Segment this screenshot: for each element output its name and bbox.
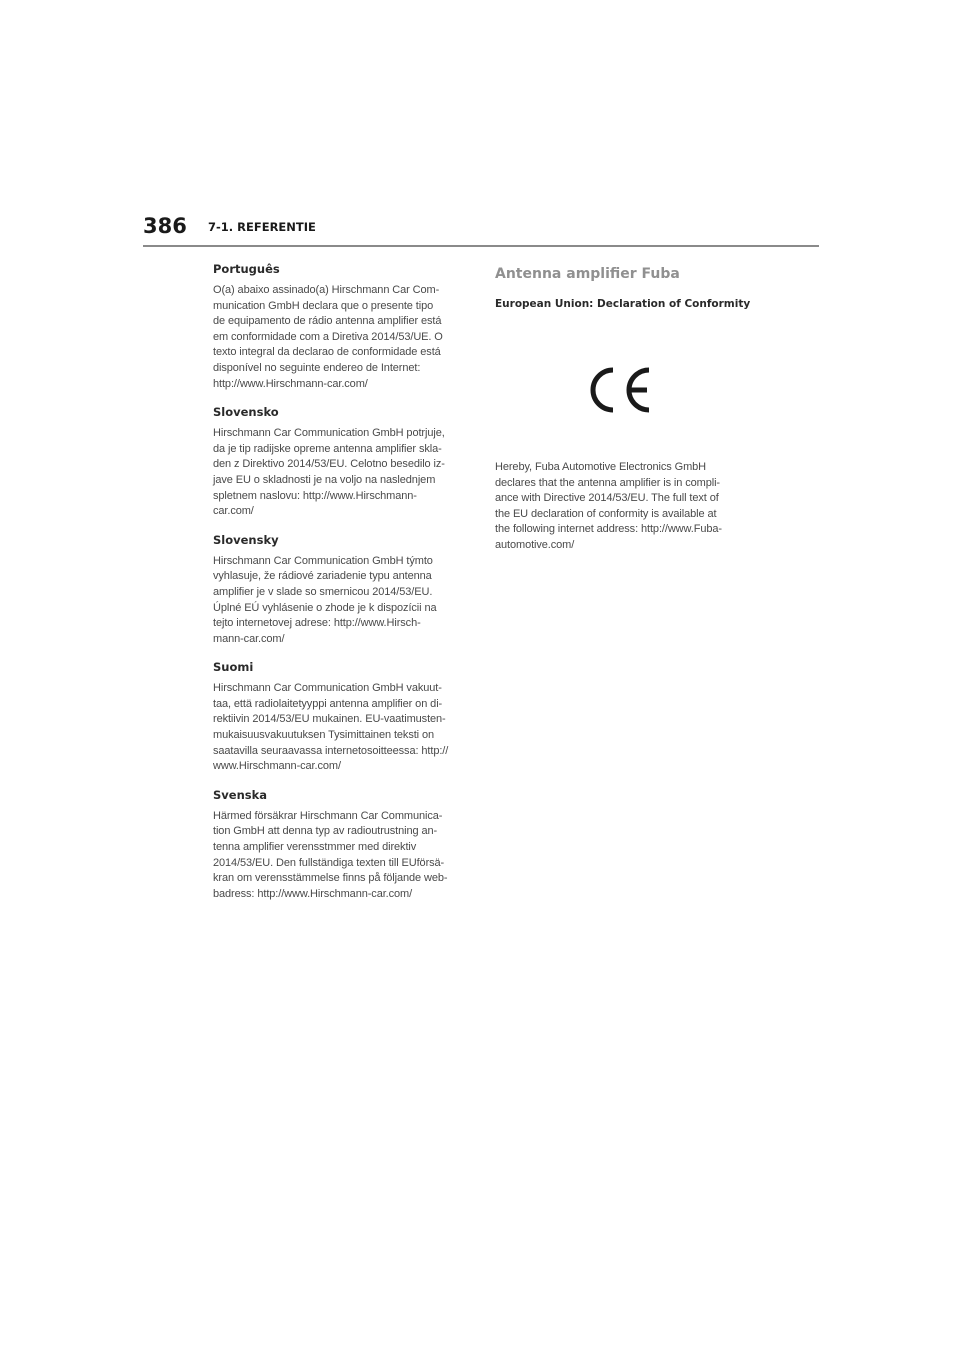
page-number: 386 bbox=[143, 214, 187, 238]
right-column bbox=[495, 262, 755, 551]
page-header bbox=[143, 214, 819, 248]
section-title: Slovensko bbox=[213, 405, 279, 420]
header-rule bbox=[143, 245, 819, 247]
section-body: Hirschmann Car Communication GmbH potrjuje, da je tip radijske opreme antenna amplifier skla- den z Direktivo 2014/53/EU. Celotno besedilo iz- jave EU o skladnosti je na voljo na naslednjem spletnem naslovu: http://www.Hirschmann- car.com/ bbox=[213, 427, 445, 518]
section-subheading: European Union: Declaration of Conformity bbox=[495, 298, 751, 310]
section-body: Hirschmann Car Communication GmbH týmto vyhlasuje, že rádiové zariadenie typu antenna amplifier je v slade so smernicou 2014/53/EU. Úplné EÚ vyhlásenie o zhode je k dispozícii na tejto internetovej adrese: http://www.Hirsch- mann-car.com/ bbox=[213, 554, 437, 645]
section-title: Svenska bbox=[213, 787, 268, 802]
section-heading: Antenna amplifier Fuba bbox=[495, 266, 680, 282]
section-body: O(a) abaixo assinado(a) Hirschmann Car Com- munication GmbH declara que o presente tipo de equipamento de rádio antenna amplifier está em conformidade com a Diretiva 2014/53/UE. O texto integral da declarao de conformidade está disponível no seguinte endereo de Internet: http://www.Hirschmann-car.com/ bbox=[213, 284, 443, 390]
section-slovensko bbox=[213, 405, 473, 520]
section-suomi bbox=[213, 660, 473, 775]
section-portugues bbox=[213, 262, 473, 392]
chapter-title: 7-1. REFERENTIE bbox=[208, 220, 316, 234]
section-svenska bbox=[213, 788, 473, 903]
section-title: Slovensky bbox=[213, 532, 279, 547]
ce-mark-icon bbox=[585, 365, 655, 415]
section-body: Härmed försäkrar Hirschmann Car Communica- tion GmbH att denna typ av radioutrustning an- tenna amplifier verensstmmer med direktiv 2014/53/EU. Den fullständiga texten till EUförsä- kran om verensstämmelse finns på följande web- badress: http://www.Hirschmann-car.com/ bbox=[213, 809, 448, 900]
declaration-text: Hereby, Fuba Automotive Electronics GmbH declares that the antenna amplifier is in compli- ance with Directive 2014/53/EU. The full text of the EU declaration of conformity is available at the following internet address: http://www.Fuba- automotive.com/ bbox=[495, 461, 722, 551]
section-body: Hirschmann Car Communication GmbH vakuut- taa, että radiolaitetyyppi antenna amplifier on di- rektiivin 2014/53/EU mukainen. EU-vaatimusten- mukaisuusvakuutuksen Tysimittainen teksti on saatavilla seuraavassa internetosoitteessa: http:// www.Hirschmann-car.com/ bbox=[213, 682, 449, 773]
section-slovensky bbox=[213, 533, 473, 648]
section-title: Português bbox=[213, 262, 280, 276]
section-title: Suomi bbox=[213, 660, 254, 675]
left-column bbox=[213, 262, 473, 915]
